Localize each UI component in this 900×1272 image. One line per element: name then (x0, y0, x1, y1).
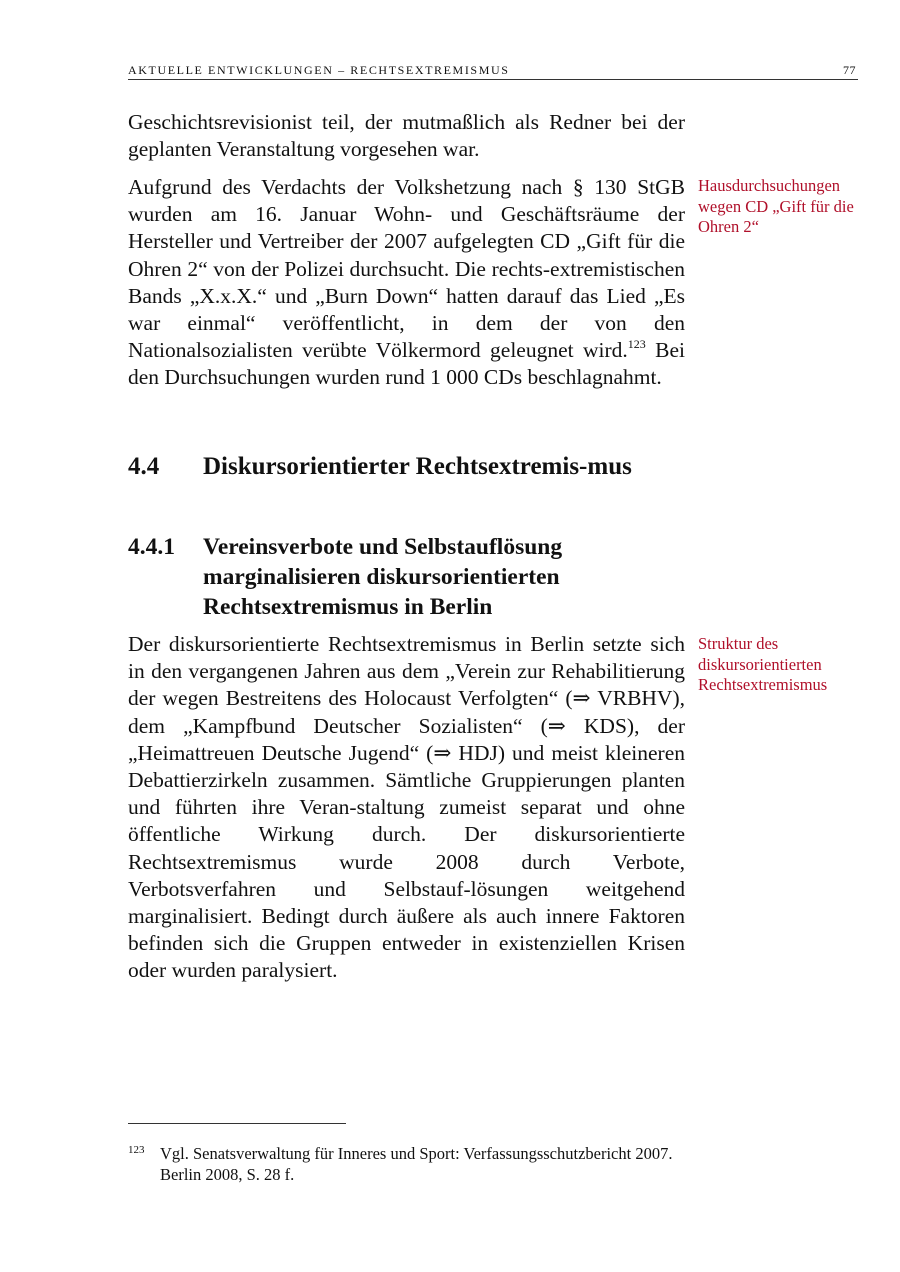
paragraph-continuation: Geschichtsrevisionist teil, der mutmaßlich als Redner bei der geplanten Veranstaltung vorgesehen war. (128, 110, 685, 162)
footnote (128, 1143, 688, 1185)
paragraph-cd-search (128, 174, 685, 392)
running-header (128, 63, 858, 80)
paragraph-structure: Der diskursorientierte Rechtsextremismus in Berlin setzte sich in den vergangenen Jahren aus dem „Verein zur Rehabilitierung der wegen Bestreitens des Holocaust Verfolgten“ (⇒ VRBHV), dem „Kampfbund Deutscher Sozialisten“ (⇒ KDS), der „Heimattreuen Deutsche Jugend“ (⇒ HDJ) und meist kleineren Debattierzirkeln zusammen. Sämtliche Gruppierungen planten und führten ihre Veran-staltung zumeist separat und ohne öffentliche Wirkung durch. Der diskursorientierte Rechtsextremismus wurde 2008 durch Verbote, Verbotsverfahren und Selbstauf-lösungen weitgehend marginalisiert. Bedingt durch äußere als auch innere Faktoren befinden sich die Gruppen entweder in existenziellen Krisen oder wurden paralysiert. (128, 632, 685, 983)
footnote-reference[interactable]: 123 (627, 337, 646, 352)
section-title: Diskursorientierter Rechtsextremis-mus (203, 453, 632, 480)
paragraph-cd-search-text: Aufgrund des Verdachts der Volkshetzung nach § 130 StGB wurden am 16. Januar Wohn- und Geschäftsräume der Hersteller und Vertreiber der 2007 aufgelegten CD „Gift für die Ohren 2“ von der Polizei durchsucht. Die rechts-extremistischen Bands „X.x.X.“ und „Burn Down“ hatten darauf das Lied „Es war einmal“ veröffentlicht, in dem der von den Nationalsozialisten verübte Völkermord geleugnet wird. (128, 175, 685, 363)
subsection-heading (128, 532, 688, 622)
margin-note-cd-search: Hausdurchsuchungen wegen CD „Gift für die Ohren 2“ (698, 176, 854, 236)
subsection-title: Vereinsverbote und Selbstauflösung marginalisieren diskursorientierten Rechtsextremismus in Berlin (203, 534, 563, 620)
subsection-number: 4.4.1 (128, 534, 175, 560)
footnote-text: Vgl. Senatsverwaltung für Inneres und Sport: Verfassungsschutzbericht 2007. Berlin 2008, S. 28 f. (160, 1144, 673, 1184)
running-title: AKTUELLE ENTWICKLUNGEN – RECHTSEXTREMISMUS (128, 63, 510, 77)
section-heading (128, 452, 688, 482)
margin-note-structure: Struktur des diskursorientierten Rechtsextremismus (698, 634, 828, 694)
section-number: 4.4 (128, 453, 160, 480)
page-number: 77 (843, 63, 856, 77)
footnote-separator (128, 1123, 346, 1124)
footnote-number: 123 (128, 1144, 145, 1156)
paragraph-cd-search-text-end: Bei den Durchsuchungen wurden rund 1 000 CDs beschlagnahmt. (128, 338, 685, 390)
